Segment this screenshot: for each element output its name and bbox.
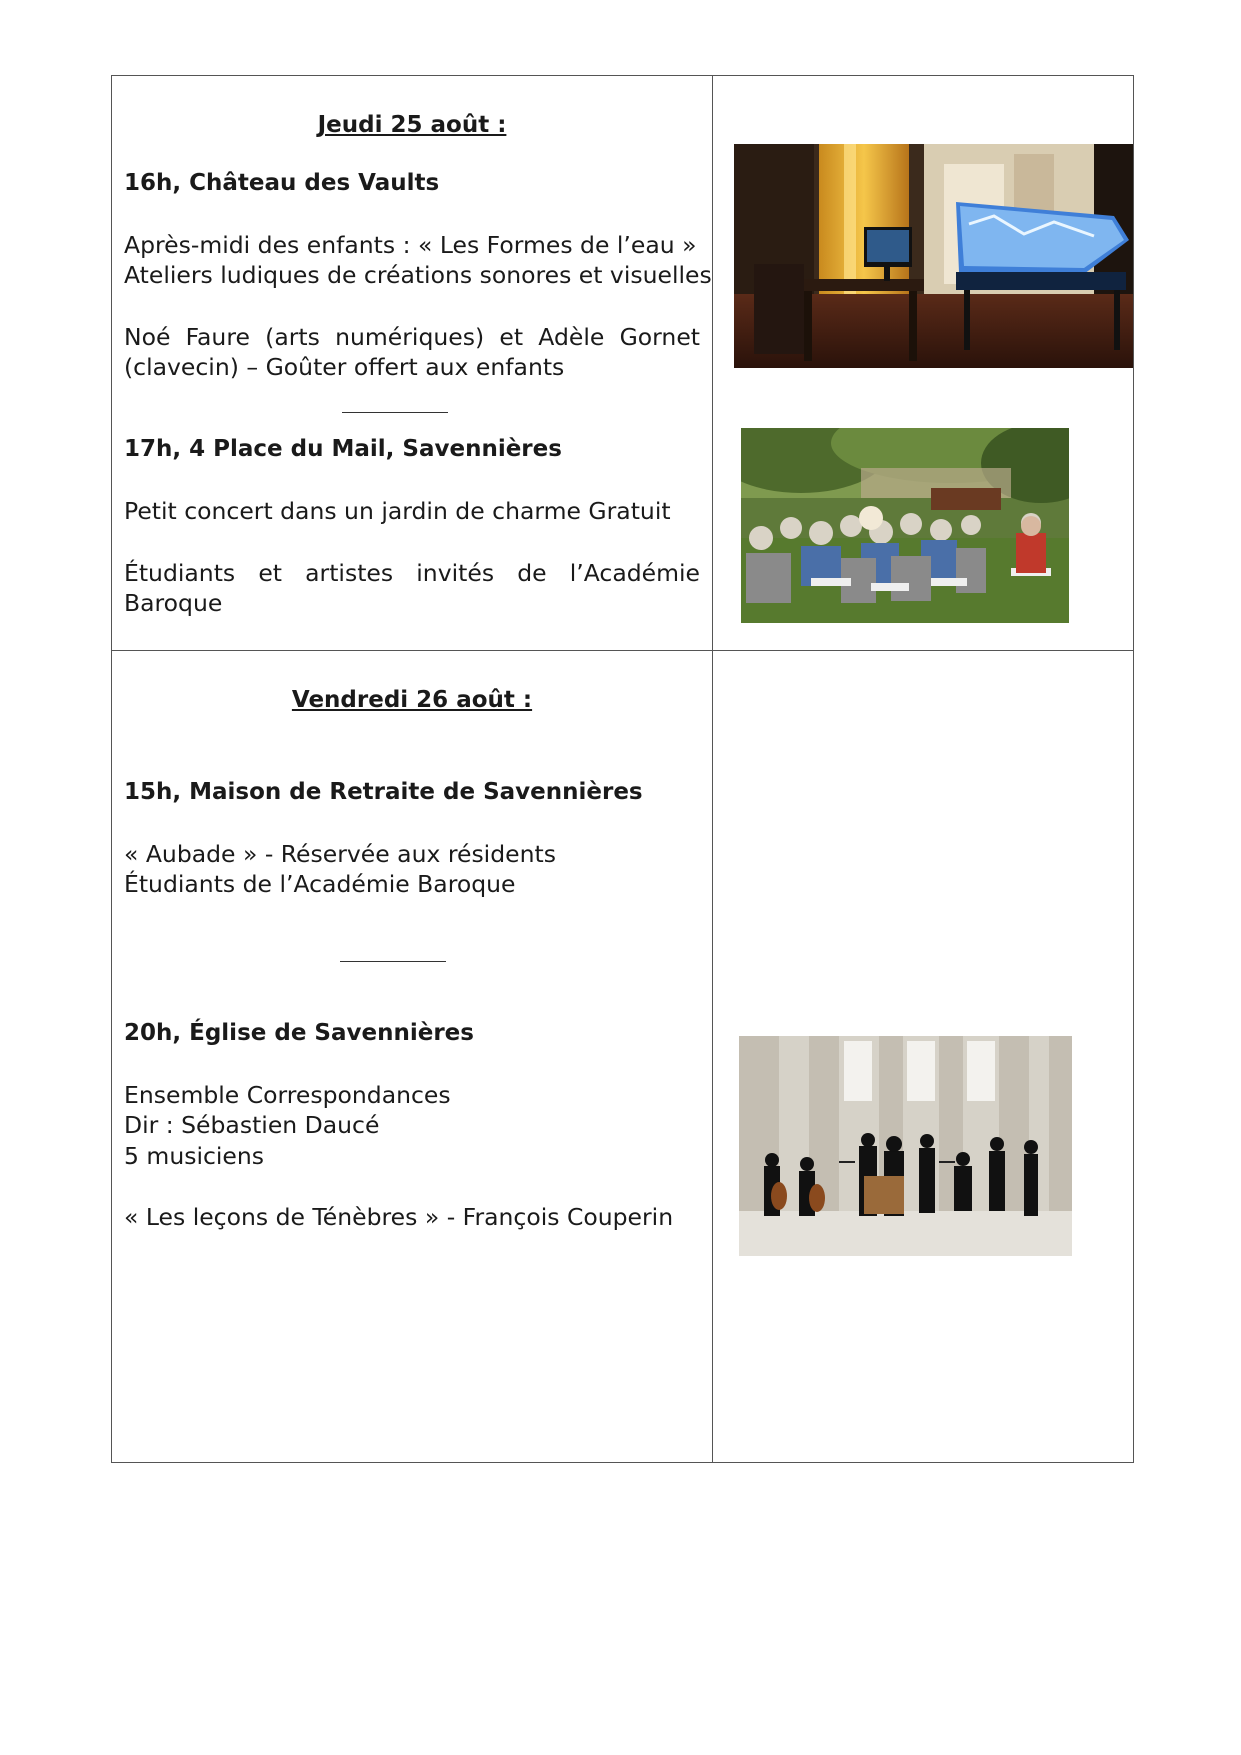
event-artists: (clavecin) – Goûter offert aux enfants (124, 353, 565, 381)
friday-text-cell (112, 651, 713, 1463)
friday-image-cell (713, 651, 1134, 1463)
day-title: Vendredi 26 août : (291, 687, 533, 713)
schedule-table (111, 75, 1134, 1463)
event-artists: Étudiants et artistes invités de l’Académie (124, 559, 700, 587)
chateau-harpsichord-photo (734, 144, 1133, 368)
event-description: Ensemble Correspondances (124, 1081, 451, 1109)
separator-line (340, 961, 446, 962)
church-ensemble-photo (739, 1036, 1072, 1256)
event-description: « Aubade » - Réservée aux résidents (124, 840, 556, 868)
event-heading: 20h, Église de Savennières (124, 1020, 474, 1046)
event-description: Étudiants de l’Académie Baroque (124, 870, 516, 898)
event-artists: Noé Faure (arts numériques) et Adèle Gornet (124, 323, 700, 351)
day-title: Jeudi 25 août : (317, 112, 507, 138)
event-description: 5 musiciens (124, 1142, 265, 1170)
garden-concert-photo (741, 428, 1069, 623)
event-artists: Baroque (124, 589, 223, 617)
event-heading: 15h, Maison de Retraite de Savennières (124, 779, 643, 805)
thursday-image-cell (713, 76, 1134, 651)
event-program: « Les leçons de Ténèbres » - François Couperin (124, 1203, 674, 1231)
event-description: Ateliers ludiques de créations sonores et visuelles (124, 261, 712, 289)
event-description: Après-midi des enfants : « Les Formes de l’eau » (124, 231, 697, 259)
event-description: Dir : Sébastien Daucé (124, 1111, 380, 1139)
thursday-text-cell (112, 76, 713, 651)
schedule-row-thursday (112, 76, 1134, 651)
schedule-row-friday (112, 651, 1134, 1463)
event-heading: 16h, Château des Vaults (124, 170, 440, 196)
event-description: Petit concert dans un jardin de charme Gratuit (124, 497, 671, 525)
separator-line (342, 412, 448, 413)
event-heading: 17h, 4 Place du Mail, Savennières (124, 436, 562, 462)
